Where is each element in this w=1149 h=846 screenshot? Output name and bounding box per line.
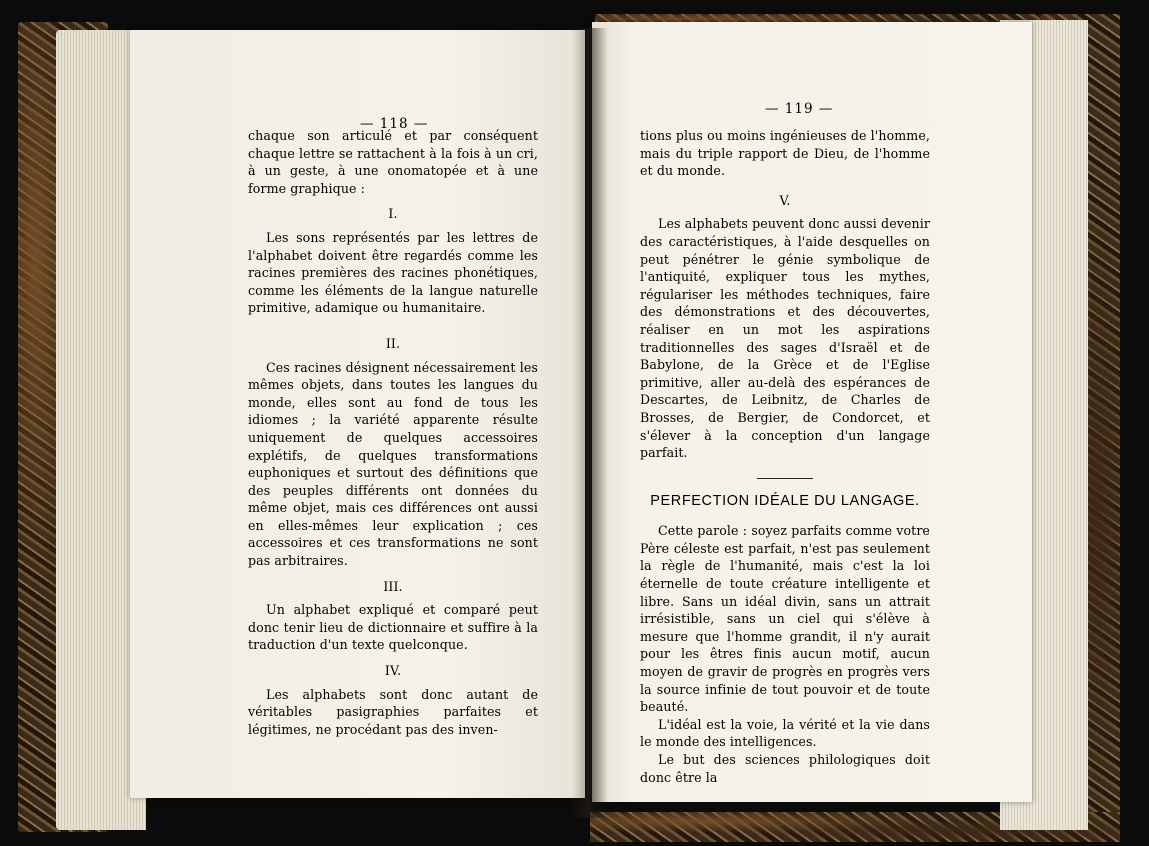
section-numeral-i: I. bbox=[388, 206, 398, 222]
section-numeral-iv: IV. bbox=[384, 663, 402, 679]
section-divider bbox=[757, 478, 813, 479]
book-gutter bbox=[572, 28, 608, 818]
left-page-text bbox=[248, 127, 538, 738]
section-numeral-ii: II. bbox=[385, 335, 401, 351]
section-text-iii: Un alphabet expliqué et comparé peut donc tenir lieu de dictionnaire et suffire à la traduction d'un texte quelconque. bbox=[248, 602, 538, 653]
right-continuation: tions plus ou moins ingénieuses de l'homme, mais du triple rapport de Dieu, de l'homme et du monde. bbox=[640, 128, 930, 179]
chapter-heading: PERFECTION IDÉALE DU LANGAGE. bbox=[650, 492, 920, 509]
left-opening-paragraph: chaque son articulé et par conséquent chaque lettre se rattachent à la fois à un cri, à un geste, à une onomatopée et à une forme graphique : bbox=[248, 128, 538, 196]
section-text-v: Les alphabets peuvent donc aussi devenir des caractéristiques, à l'aide desquelles on peut pénétrer le génie symbolique de l'antiquité, expliquer tous les mythes, régulariser les méthodes techniques, faire des démonstrations et des découvertes, réaliser en un mot les aspirations traditionnelles des sages d'Israël et de Babylone, de la Grèce et de l'Eglise primitive, aller au-delà des espérances de Descartes, de Leibnitz, de Charles de Brosses, de Bergier, de Condorcet, et s'élever à la conception d'un langage parfait. bbox=[640, 216, 930, 461]
left-page-number: — 118 — bbox=[360, 116, 429, 132]
section-text-i: Les sons représentés par les lettres de l'alphabet doivent être regardés comme les racines premières des racines phonétiques, comme les éléments de la langue naturelle primitive, adamique ou humanitaire. bbox=[248, 229, 538, 316]
right-paragraph-1: Cette parole : soyez parfaits comme votre Père céleste est parfait, n'est pas seulement la règle de l'humanité, mais c'est la loi éternelle de toute créature intelligente et libre. Sans un idéal divin, sans un attrait irrésistible, sans un ciel qui s'élève à mesure que l'homme grandit, il n'y aurait pour les êtres finis aucun motif, aucun moyen de gravir de progrès en progrès vers la source infinie de tout pouvoir et de toute beauté. bbox=[640, 523, 930, 715]
section-numeral-iii: III. bbox=[383, 578, 403, 594]
right-page-number: — 119 — bbox=[765, 101, 834, 117]
section-text-iv: Les alphabets sont donc autant de véritables pasigraphies parfaites et légitimes, ne procédant pas des inven- bbox=[248, 686, 538, 737]
right-paragraph-3: Le but des sciences philologiques doit donc être la bbox=[640, 752, 930, 785]
section-numeral-v: V. bbox=[779, 192, 791, 208]
right-page-text bbox=[640, 127, 930, 786]
section-text-ii: Ces racines désignent nécessairement les mêmes objets, dans toutes les langues du monde, elles sont au fond de tous les idiomes ; la variété apparente résulte uniquement de quelques accessoires explétifs, de quelques transformations euphoniques et surtout des définitions que des peuples différents ont données du même objet, mais ces différences ont aussi en elles-mêmes leur explication ; ces accessoires et ces transformations ne sont pas arbitraires. bbox=[248, 359, 538, 569]
right-paragraph-2: L'idéal est la voie, la vérité et la vie dans le monde des intelligences. bbox=[640, 716, 930, 750]
